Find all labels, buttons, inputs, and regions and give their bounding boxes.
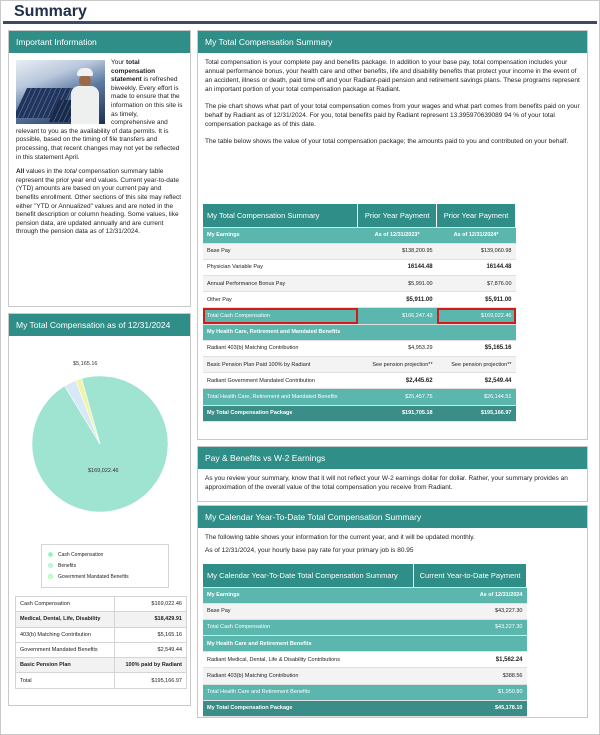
- table-grand-total-row: My Total Compensation Package $45,178.10: [203, 700, 527, 716]
- pie-label-cash: $169,022.46: [88, 468, 119, 474]
- table-row: Basic Pension Plan Paid 100% by Radiant See pension projection** See pension projection**: [203, 357, 516, 373]
- important-info-heading: Important Information: [9, 31, 190, 53]
- legend-swatch-cash: [48, 552, 53, 557]
- table-header-row: My Total Compensation Summary Prior Year Payment Prior Year Payment: [203, 204, 516, 227]
- table-row: Radiant 403(b) Matching Contribution $4,953.29 $5,165.16: [203, 340, 516, 356]
- ytd-intro: The following table shows your information for the current year, and it will be updated monthly.: [205, 534, 475, 541]
- ytd-table: [203, 564, 527, 717]
- table-row: Radiant Government Mandated Contribution $2,445.62 $2,549.44: [203, 373, 516, 389]
- table-row: Physician Variable Pay 16144.48 16144.48: [203, 259, 516, 275]
- table-row: Total $195,166.97: [16, 673, 187, 688]
- table-explanation: The table below shows the value of your total compensation package; the amounts paid to you and contributed on your behalf.: [205, 138, 569, 145]
- table-row: Other Pay $5,911.00 $5,911.00: [203, 292, 516, 308]
- table-row: Medical, Dental, Life, Disability $18,429.91: [16, 612, 187, 627]
- total-comp-summary-panel: [197, 30, 588, 440]
- total-comp-heading: My Total Compensation Summary: [198, 31, 587, 53]
- ytd-summary-panel: [197, 505, 588, 718]
- legend-item-government: Government Mandated Benefits: [48, 571, 162, 582]
- table-row: Basic Pension Plan 100% paid by Radiant: [16, 658, 187, 673]
- total-comp-table: [203, 204, 516, 422]
- total-cash-row: Total Cash Compensation $166,247.43 $169,022.46: [203, 308, 516, 324]
- table-total-row: Total Cash Compensation $43,227.30: [203, 619, 527, 635]
- pie-label-benefits: $5,165.16: [73, 361, 98, 367]
- table-header-row: My Calendar Year-To-Date Total Compensation Summary Current Year-to-Date Payment: [203, 564, 527, 587]
- pie-breakdown-table: [15, 596, 187, 689]
- title-divider: [3, 21, 597, 24]
- table-total-row: Total Health Care, Retirement and Mandated Benefits $25,457.75 $26,144.51: [203, 389, 516, 405]
- refresh-notice: Your total compensation statement is refreshed biweekly. Every effort is made to ensure that the information on this site is as timely, comprehensive and relevant to you as the availability of data permits. It is possible, based on the timing of file transfers and processing, that recent changes may not yet be reflected in this statement April.: [16, 59, 183, 161]
- pie-legend: [41, 544, 169, 588]
- legend-item-benefits: Benefits: [48, 560, 162, 571]
- pie-explanation: The pie chart shows what part of your total compensation comes from your wages and what part comes from benefits paid on your behalf by Radiant as of 12/31/2024. For you, total benefits paid by Radiant represent 13.395970639089 94 % of your total compensation package as of this date.: [205, 103, 580, 128]
- legend-swatch-government: [48, 574, 53, 579]
- total-comp-intro: Total compensation is your complete pay and benefits package. In addition to your base pay, total compensation includes your annual performance bonus, your health care and other benefits, life and disability benefits that protect your income in the event of an accident, illness or death, paid time off and your Radiant-paid pension and retirement savings plans. These programs represent an important portion of your total compensation package at Radiant.: [205, 59, 580, 93]
- table-row: Cash Compensation $169,022.46: [16, 597, 187, 612]
- legend-item-cash: Cash Compensation: [48, 549, 162, 560]
- pay-vs-w2-heading: Pay & Benefits vs W-2 Earnings: [198, 447, 587, 469]
- important-info-panel: [8, 30, 191, 307]
- total-comp-pie-panel: [8, 313, 191, 706]
- table-total-row: Total Health Care and Retirement Benefits $1,950.80: [203, 684, 527, 700]
- table-grand-total-row: My Total Compensation Package $191,705.18 $195,166.97: [203, 405, 516, 421]
- table-row: 403(b) Matching Contribution $5,165.16: [16, 627, 187, 642]
- table-row: Base Pay $138,200.95 $139,060.98: [203, 243, 516, 259]
- worker-solar-panel-image: [16, 60, 105, 124]
- table-section-row: My Health Care, Retirement and Mandated Benefits: [203, 324, 516, 340]
- table-section-row: My Health Care and Retirement Benefits: [203, 636, 527, 652]
- table-row: Radiant Medical, Dental, Life & Disability Contributions $1,562.24: [203, 652, 527, 668]
- table-row: Government Mandated Benefits $2,549.44: [16, 642, 187, 657]
- pay-vs-w2-panel: [197, 446, 588, 502]
- ytd-rate: As of 12/31/2024, your hourly base pay rate for your primary job is 80.95: [205, 547, 414, 554]
- table-subheader-row: My Earnings As of 12/31/2024: [203, 587, 527, 603]
- table-subheader-row: My Earnings As of 12/31/2023* As of 12/31/2024*: [203, 227, 516, 243]
- table-row: Annual Performance Bonus Pay $5,991.00 $7,876.00: [203, 276, 516, 292]
- page-title: Summary: [14, 3, 87, 20]
- legend-swatch-benefits: [48, 563, 53, 568]
- pie-chart: [9, 359, 192, 559]
- pay-vs-w2-text: As you review your summary, know that it will not reflect your W-2 earnings dollar for dollar. Rather, your summary provides an approximation of the overall value of the total compensation you receive from Radiant.: [205, 475, 568, 491]
- table-row: Base Pay $43,227.30: [203, 603, 527, 619]
- ytd-heading: My Calendar Year-To-Date Total Compensation Summary: [198, 506, 587, 528]
- table-row: Radiant 403(b) Matching Contribution $388.56: [203, 668, 527, 684]
- values-notice: All values in the total compensation summary table represent the prior year end values. Current year-to-date (YTD) amounts are based on your current pay and benefits enrollment. Other sections of this site may reflect either "YTD or Annualized" values and are noted in the benefit description or column heading. Some values, like pension data, are updated annually and are current through the pension data as of 12/31/2024.: [16, 168, 182, 236]
- pie-panel-heading: My Total Compensation as of 12/31/2024: [9, 314, 190, 336]
